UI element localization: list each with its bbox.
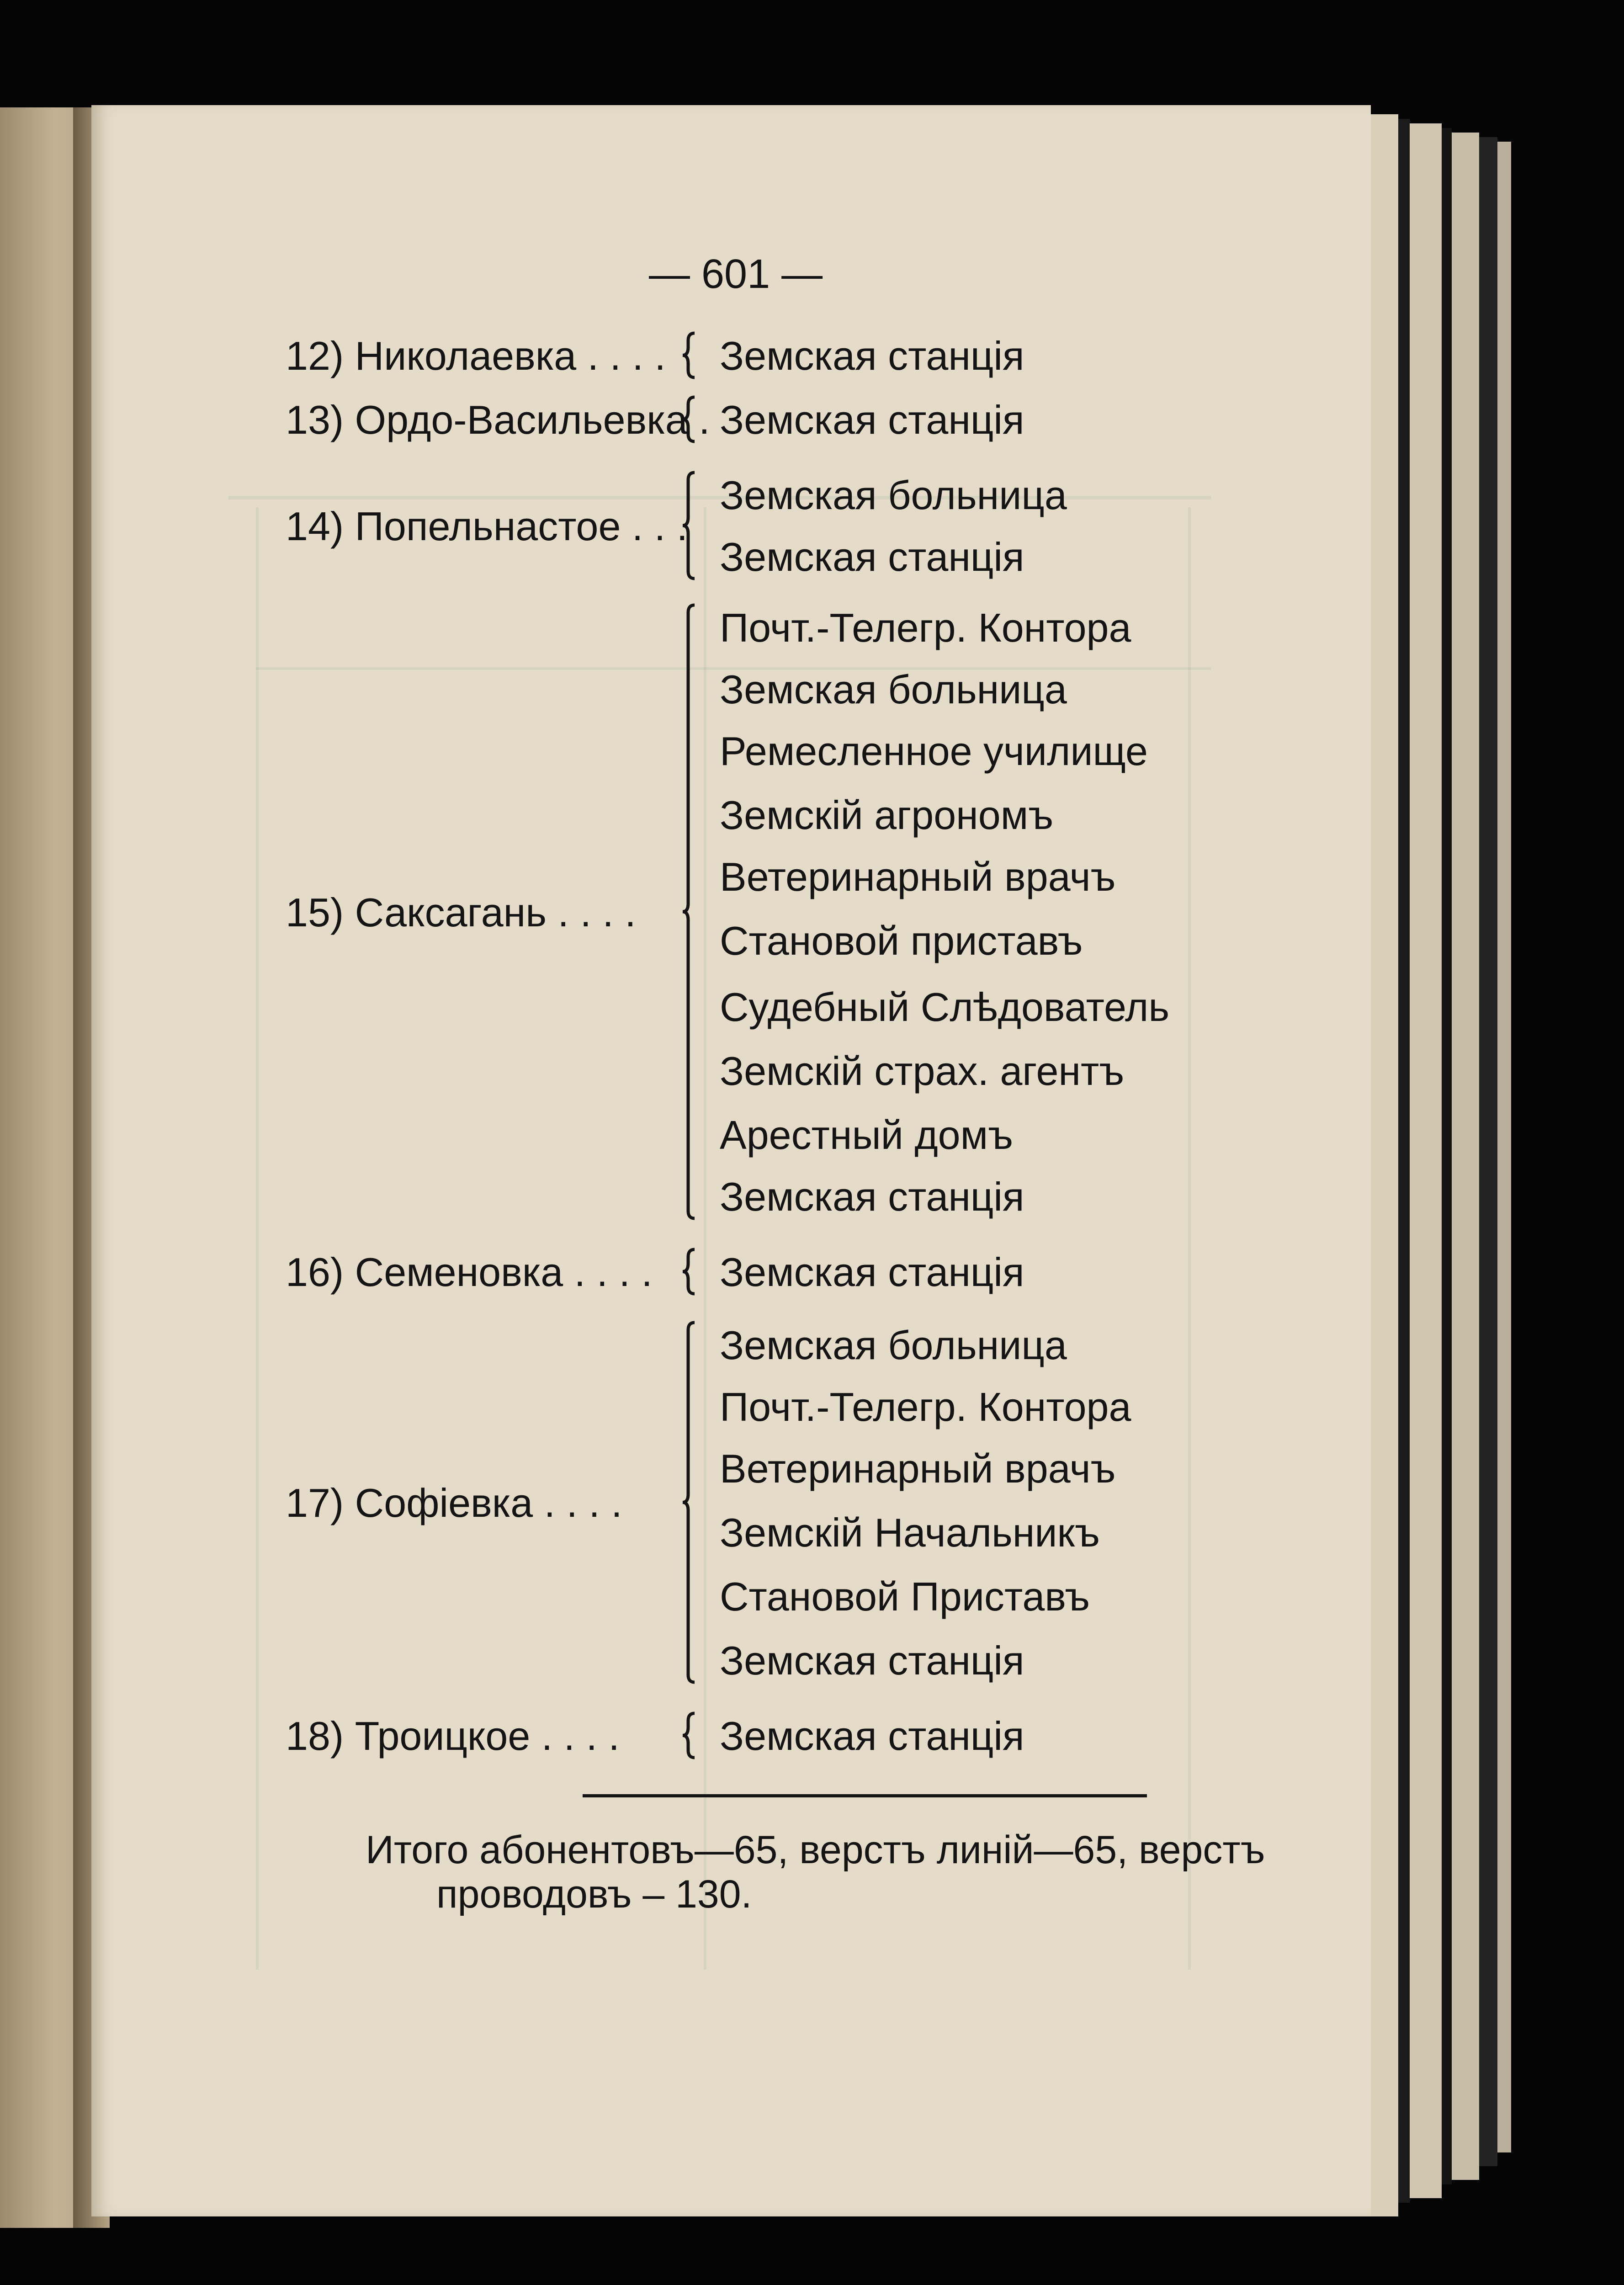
institution-item: Земская станція: [720, 534, 1024, 579]
institution-item: Почт.-Телегр. Контора: [720, 1384, 1131, 1429]
institution-item: Земская станція: [720, 1174, 1024, 1219]
curly-brace: [681, 1711, 699, 1759]
total-rule: [583, 1794, 1147, 1797]
institution-item: Ремесленное училище: [720, 728, 1148, 774]
place-name: 14) Попельнастое . . .: [286, 503, 688, 549]
institution-item: Ветеринарный врачъ: [720, 854, 1116, 899]
place-name: 18) Троицкое . . . .: [286, 1713, 620, 1759]
institution-item: Земская больница: [720, 473, 1067, 518]
institution-item: Почт.-Телегр. Контора: [720, 605, 1131, 650]
place-name: 16) Семеновка . . . .: [286, 1249, 653, 1295]
page-stack-edge: [1442, 128, 1452, 2184]
institution-item: Земскій агрономъ: [720, 792, 1054, 838]
curly-brace: [681, 471, 699, 580]
place-name: 17) Софіевка . . . .: [286, 1480, 622, 1525]
institution-item: Земская станція: [720, 1713, 1024, 1759]
curly-brace: [681, 1321, 699, 1684]
show-through-rule: [256, 507, 259, 1970]
institution-item: Земская станція: [720, 397, 1024, 442]
page-stack-edge: [1479, 137, 1497, 2166]
curly-brace: [681, 331, 699, 379]
totals-line-2: проводовъ – 130.: [436, 1872, 752, 1916]
page-stack-edge: [1497, 142, 1511, 2152]
page-stack-edge: [1452, 133, 1479, 2180]
curly-brace: [681, 1248, 699, 1296]
institution-item: Земская станція: [720, 1638, 1024, 1683]
institution-item: Земская станція: [720, 1249, 1024, 1295]
institution-item: Судебный Слѣдователь: [720, 984, 1170, 1030]
institution-item: Становой приставъ: [720, 918, 1083, 963]
place-name: 15) Саксагань . . . .: [286, 889, 636, 935]
curly-brace: [681, 603, 699, 1220]
institution-item: Земскій страх. агентъ: [720, 1048, 1125, 1094]
show-through-rule: [704, 507, 706, 1970]
institution-item: Земская больница: [720, 667, 1067, 712]
curly-brace: [681, 395, 699, 443]
institution-item: Становой Приставъ: [720, 1574, 1090, 1619]
institution-item: Земскій Начальникъ: [720, 1510, 1100, 1555]
page-stack-edge: [1371, 114, 1398, 2216]
place-name: 13) Ордо-Васильевка .: [286, 397, 710, 442]
institution-item: Арестный домъ: [720, 1112, 1014, 1158]
institution-item: Земская станція: [720, 333, 1024, 378]
show-through-rule: [1188, 507, 1191, 1970]
institution-item: Земская больница: [720, 1323, 1067, 1368]
totals-line-1: Итого абонентовъ—65, верстъ линій—65, верстъ: [366, 1828, 1265, 1872]
institution-item: Ветеринарный врачъ: [720, 1446, 1116, 1491]
place-name: 12) Николаевка . . . .: [286, 333, 666, 378]
page-number: — 601 —: [649, 251, 823, 297]
page-stack-edge: [1398, 119, 1410, 2203]
page-stack-edge: [1410, 123, 1442, 2198]
